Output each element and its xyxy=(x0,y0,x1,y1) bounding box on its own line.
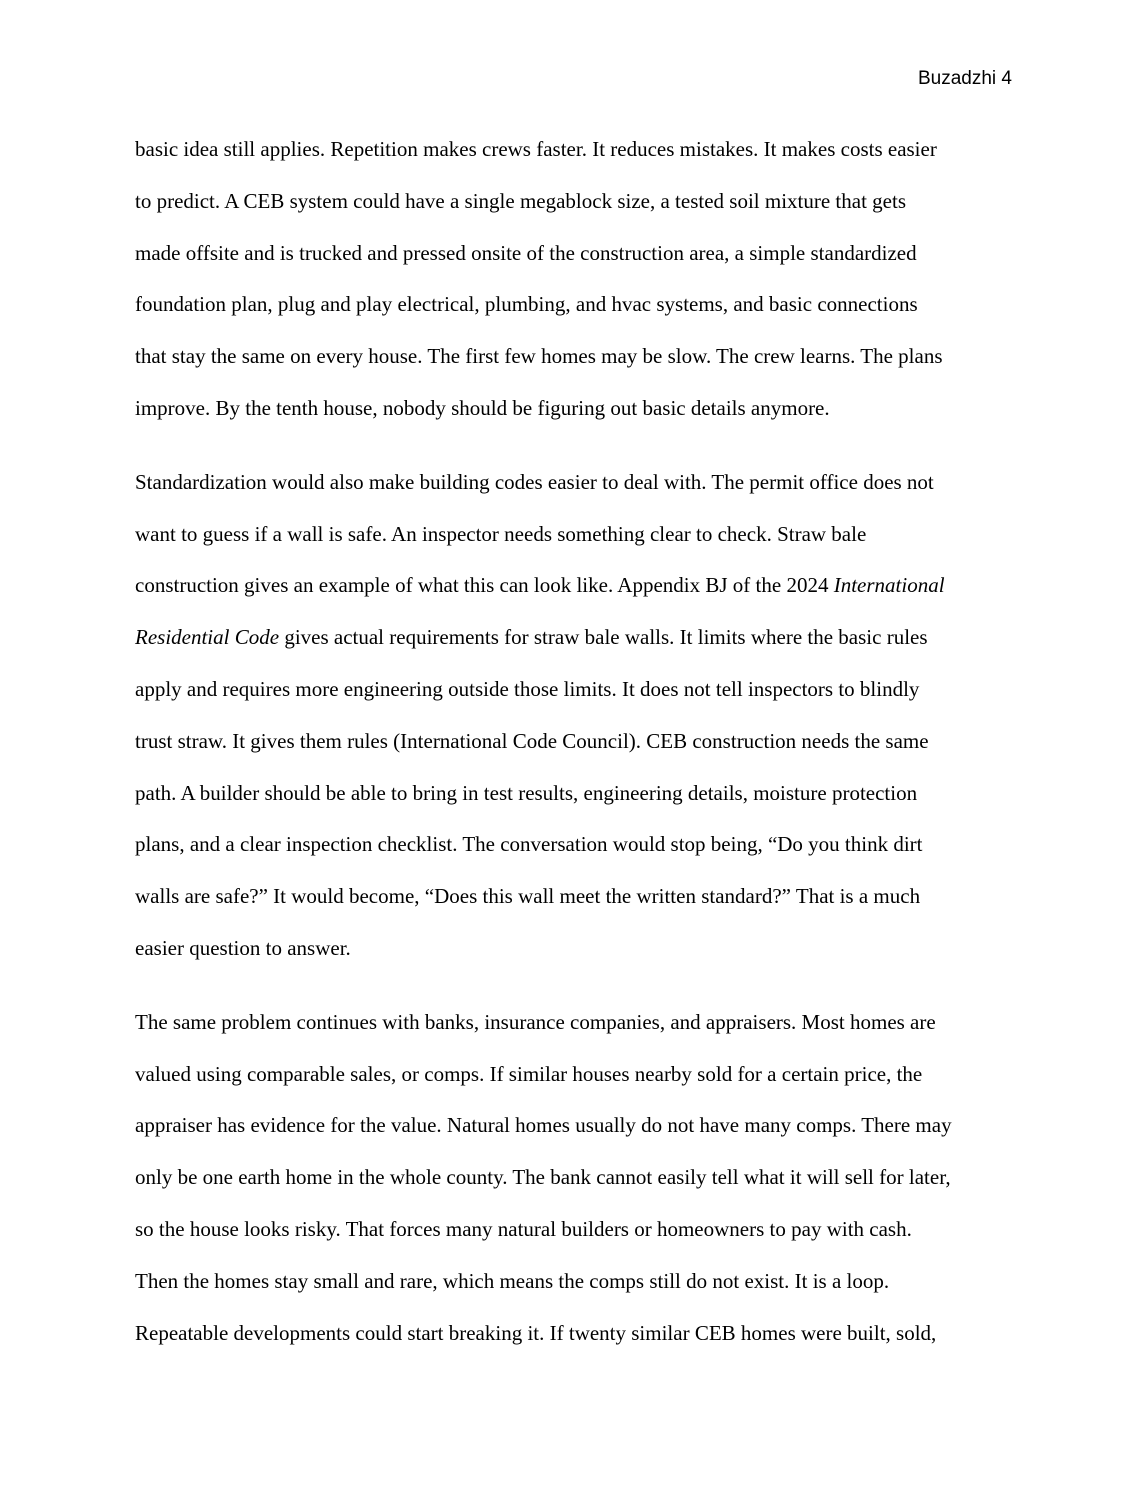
text-line: plans, and a clear inspection checklist. The conversation would stop being, “Do you think dirt xyxy=(135,832,923,857)
text-line: want to guess if a wall is safe. An inspector needs something clear to check. Straw bale xyxy=(135,521,867,546)
text-line: trust straw. It gives them rules (International Code Council). CEB construction needs the same xyxy=(135,728,929,753)
text-line: path. A builder should be able to bring in test results, engineering details, moisture protection xyxy=(135,780,918,805)
text-line xyxy=(135,567,1015,619)
italic-title: International xyxy=(833,573,945,598)
paragraph-gap xyxy=(135,982,1015,1004)
text-line: The same problem continues with banks, insurance companies, and appraisers. Most homes are xyxy=(135,1009,936,1034)
text-line: Then the homes stay small and rare, which means the comps still do not exist. It is a loop. xyxy=(135,1268,890,1293)
text-line: Repeatable developments could start breaking it. If twenty similar CEB homes were built, sold, xyxy=(135,1320,937,1345)
running-head: Buzadzhi 4 xyxy=(917,68,1012,89)
text-line: valued using comparable sales, or comps. If similar houses nearby sold for a certain price, the xyxy=(135,1061,923,1086)
paragraph-building-codes xyxy=(135,464,1015,982)
text-line: that stay the same on every house. The first few homes may be slow. The crew learns. The plans xyxy=(135,344,943,369)
text-line: Standardization would also make building codes easier to deal with. The permit office does not xyxy=(135,469,934,494)
text-line: foundation plan, plug and play electrical, plumbing, and hvac systems, and basic connections xyxy=(135,292,918,317)
paragraph-banks-appraisers xyxy=(135,1004,1015,1367)
text-line: apply and requires more engineering outside those limits. It does not tell inspectors to blindly xyxy=(135,676,920,701)
text-line: appraiser has evidence for the value. Natural homes usually do not have many comps. There may xyxy=(135,1113,952,1138)
text-segment: construction gives an example of what this can look like. Appendix BJ of the 2024 xyxy=(135,573,834,598)
text-line: basic idea still applies. Repetition makes crews faster. It reduces mistakes. It makes costs easier xyxy=(135,137,937,161)
document-body xyxy=(135,131,1015,1366)
text-line xyxy=(135,619,1015,671)
paragraph-standardized-construction xyxy=(135,131,1015,442)
text-line: walls are safe?” It would become, “Does this wall meet the written standard?” That is a much xyxy=(135,884,921,909)
italic-title: Residential Code xyxy=(135,625,280,650)
text-line: to predict. A CEB system could have a single megablock size, a tested soil mixture that gets xyxy=(135,188,907,213)
text-line: only be one earth home in the whole county. The bank cannot easily tell what it will sell for later, xyxy=(135,1165,951,1190)
text-line: so the house looks risky. That forces many natural builders or homeowners to pay with cash. xyxy=(135,1216,912,1241)
text-line: easier question to answer. xyxy=(135,935,351,960)
paragraph-gap xyxy=(135,442,1015,464)
text-line: improve. By the tenth house, nobody should be figuring out basic details anymore. xyxy=(135,395,830,420)
text-line: made offsite and is trucked and pressed onsite of the construction area, a simple standardized xyxy=(135,240,917,265)
text-segment: gives actual requirements for straw bale walls. It limits where the basic rules xyxy=(279,625,928,650)
